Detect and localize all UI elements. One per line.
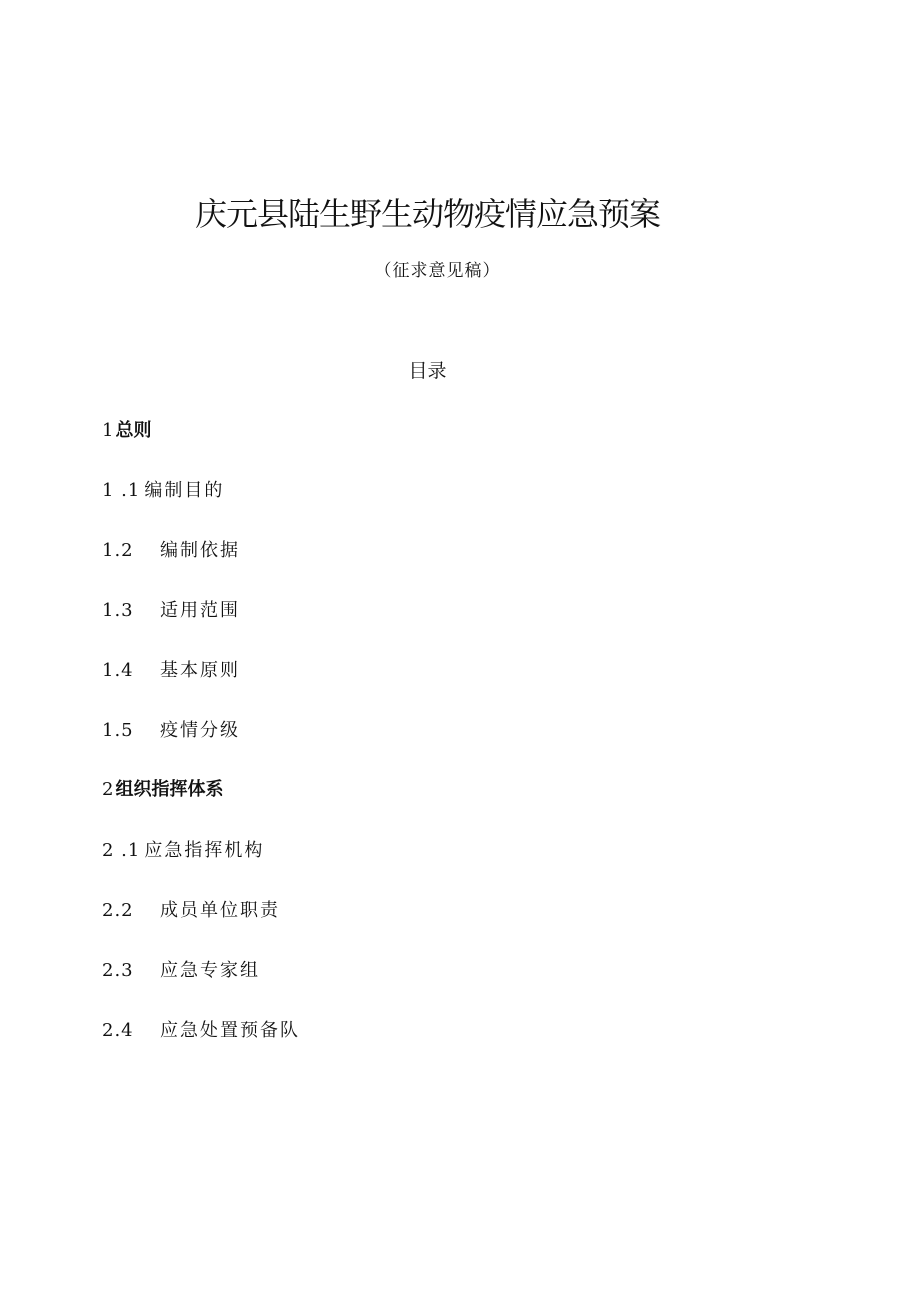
toc-section-label: 应急指挥机构 — [144, 840, 265, 861]
toc-section-label: 成员单位职责 — [160, 900, 280, 921]
toc-section-number: 2.3 — [102, 960, 134, 981]
toc-section-label: 疫情分级 — [160, 720, 240, 741]
toc-section-label: 编制目的 — [144, 480, 225, 501]
toc-section-1-1 — [102, 476, 224, 506]
toc-section-number: 2.2 — [102, 900, 134, 921]
toc-section-number: 1 .1 — [102, 480, 141, 501]
toc-section-number: 2 .1 — [102, 840, 141, 861]
toc-section-2-4 — [102, 1016, 300, 1046]
toc-chapter-label: 总则 — [115, 420, 152, 441]
document-subtitle: （征求意见稿） — [374, 261, 501, 281]
toc-section-label: 应急处置预备队 — [160, 1020, 300, 1041]
toc-section-label: 基本原则 — [160, 660, 240, 681]
toc-chapter-number: 1 — [102, 420, 114, 441]
toc-section-label: 应急专家组 — [160, 960, 260, 981]
toc-section-number: 1.4 — [102, 660, 134, 681]
document-title: 庆元县陆生野生动物疫情应急预案 — [194, 195, 660, 233]
toc-section-number: 1.5 — [102, 720, 134, 741]
toc-section-1-5 — [102, 716, 240, 746]
toc-section-1-2 — [102, 536, 240, 566]
toc-section-label: 编制依据 — [160, 540, 240, 561]
toc-chapter-number: 2 — [102, 779, 114, 800]
toc-section-1-3 — [102, 596, 240, 626]
toc-section-number: 1.2 — [102, 540, 134, 561]
toc-section-number: 1.3 — [102, 600, 134, 621]
toc-section-2-2 — [102, 896, 280, 926]
toc-section-2-3 — [102, 956, 260, 986]
toc-section-label: 适用范围 — [160, 600, 240, 621]
toc-chapter-label: 组织指挥体系 — [115, 779, 224, 800]
toc-section-1-4 — [102, 656, 240, 686]
toc-heading: 目录 — [408, 360, 447, 382]
toc-chapter-1 — [102, 416, 151, 446]
toc-section-2-1 — [102, 836, 264, 866]
toc-section-number: 2.4 — [102, 1020, 134, 1041]
toc-chapter-2 — [102, 775, 223, 805]
